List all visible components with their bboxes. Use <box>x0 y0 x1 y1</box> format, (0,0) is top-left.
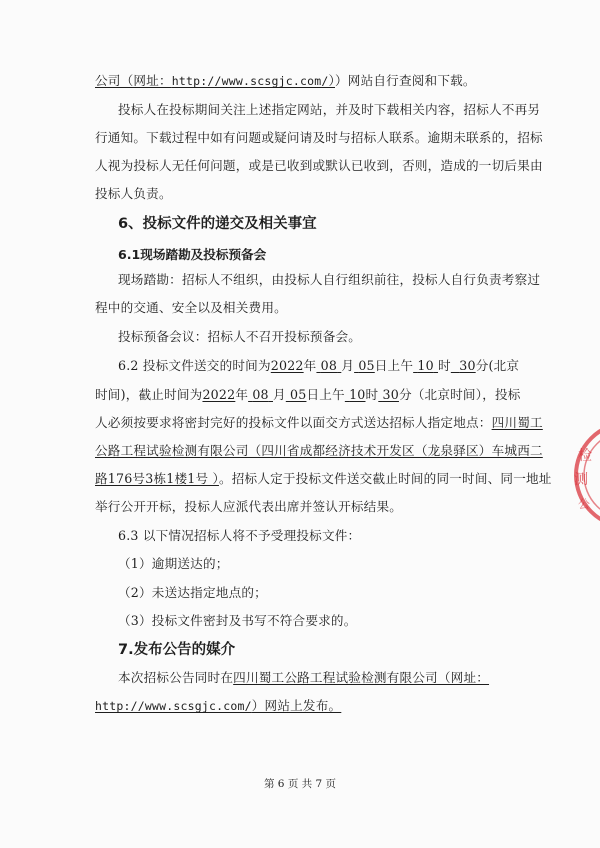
media-line: http://www.scsgjc.com/）网站上发布。 <box>95 698 342 713</box>
site-visit-line: 程中的交通、安全以及相关费用。 <box>95 300 287 315</box>
prebid-meeting-line: 投标预备会议：招标人不召开投标预备会。 <box>118 329 362 344</box>
intro-line-1 <box>95 74 476 88</box>
address-line: 公路工程试验检测有限公司（四川省成都经济技术开发区（龙泉驿区）车城西二 <box>95 443 543 458</box>
svg-text:测: 测 <box>574 472 588 488</box>
website-link[interactable]: http://www.scsgjc.com/ <box>95 699 252 713</box>
seal-stamp <box>568 400 600 550</box>
address-line: 路176号3栋1楼1号 ）。招标人定于投标文件送交截止时间的同一时间、同一地址 <box>95 471 552 486</box>
deadline-line: 时间)，截止时间为2022年 08 月 05日上午 10时 30分（北京时间），投标 <box>95 387 521 402</box>
list-item: （2）未送达指定地点的； <box>118 585 267 600</box>
paragraph-line: 投标人负责。 <box>95 186 172 201</box>
address-line: 人必须按要求将密封完好的投标文件以面交方式送达招标人指定地点：四川蜀工 <box>95 415 543 430</box>
company-text: 公司（网址： <box>95 73 172 88</box>
paragraph-line: 投标人在投标期间关注上述指定网站，并及时下载相关内容，招标人不再另 <box>118 102 541 117</box>
seal-icon <box>568 400 600 550</box>
list-item: （1）逾期送达的； <box>118 556 229 571</box>
section-7-heading: 7.发布公告的媒介 <box>118 642 236 658</box>
subsection-6-1-heading: 6.1现场踏勘及投标预备会 <box>118 247 267 262</box>
media-line: 本次招标公告同时在四川蜀工公路工程试验检测有限公司（网址： <box>118 670 490 685</box>
page-number: 第 6 页 共 7 页 <box>263 778 337 790</box>
section-6-heading: 6、投标文件的递交及相关事宜 <box>118 216 317 232</box>
list-item: （3）投标文件密封及书写不符合要求的。 <box>118 613 357 628</box>
submission-time-line: 6.2 投标文件送交的时间为2022年 08 月 05日上午 10 时 30分(北京 <box>118 358 520 373</box>
website-link[interactable]: http://www.scsgjc.com/ <box>171 74 329 88</box>
subsection-6-3: 6.3 以下情况招标人将不予受理投标文件： <box>118 528 361 543</box>
opening-line: 举行公开开标，投标人应派代表出席并签认开标结果。 <box>95 499 403 514</box>
paragraph-line: 人视为投标人无任何问题，或是已收到或默认已收到，否则，造成的一切后果由 <box>95 158 543 173</box>
svg-text:检: 检 <box>578 448 592 464</box>
company-name: 四川蜀工公路工程试验检测有限公司（网址： <box>233 670 490 685</box>
site-visit-line: 现场踏勘：招标人不组织，由投标人自行组织前往，投标人自行负责考察过 <box>118 272 541 287</box>
paren: ） <box>328 73 335 88</box>
paragraph-line: 行通知。下载过程中如有问题或疑问请及时与招标人联系。逾期未联系的，招标 <box>95 130 543 145</box>
svg-text:公: 公 <box>578 497 591 511</box>
company-name: 四川蜀工 <box>491 415 543 430</box>
download-text: ）网站自行查阅和下载。 <box>335 73 476 88</box>
